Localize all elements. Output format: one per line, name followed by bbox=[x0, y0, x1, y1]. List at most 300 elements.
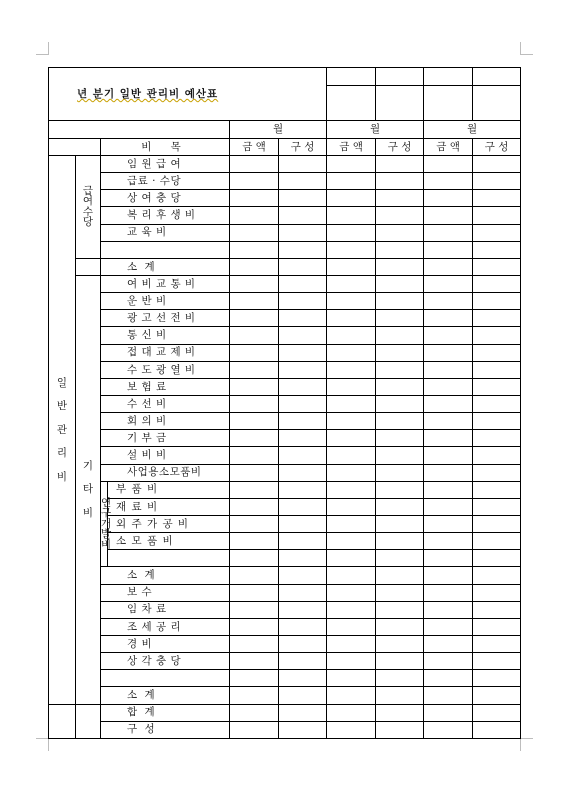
amount-cell[interactable] bbox=[327, 447, 376, 464]
ratio-cell[interactable] bbox=[376, 704, 424, 721]
ratio-cell[interactable] bbox=[473, 310, 521, 327]
amount-cell[interactable] bbox=[230, 533, 279, 550]
ratio-cell[interactable] bbox=[279, 447, 327, 464]
ratio-cell[interactable] bbox=[376, 173, 424, 190]
amount-cell[interactable] bbox=[424, 464, 473, 481]
ratio-cell[interactable] bbox=[376, 378, 424, 395]
crop-mark-bottom-right bbox=[520, 738, 533, 751]
ratio-cell[interactable] bbox=[279, 704, 327, 721]
amount-cell[interactable] bbox=[230, 515, 279, 532]
item-label: 임 원 급 여 bbox=[101, 156, 230, 173]
amount-cell[interactable] bbox=[424, 498, 473, 515]
ratio-cell[interactable] bbox=[473, 156, 521, 173]
ratio-cell[interactable] bbox=[279, 430, 327, 447]
ratio-cell[interactable] bbox=[473, 258, 521, 275]
amount-cell[interactable] bbox=[230, 275, 279, 292]
amount-cell[interactable] bbox=[424, 156, 473, 173]
amount-cell[interactable] bbox=[424, 173, 473, 190]
table-row bbox=[49, 361, 521, 378]
amount-cell[interactable] bbox=[424, 430, 473, 447]
ratio-cell[interactable] bbox=[376, 635, 424, 652]
amount-cell[interactable] bbox=[230, 207, 279, 224]
amount-cell[interactable] bbox=[327, 173, 376, 190]
ratio-cell[interactable] bbox=[376, 224, 424, 241]
table-row bbox=[49, 601, 521, 618]
table-row bbox=[49, 687, 521, 704]
item-label: 수 도 광 열 비 bbox=[101, 361, 230, 378]
total-blank bbox=[49, 704, 76, 738]
month-header: 월 bbox=[327, 121, 424, 139]
approval-box[interactable] bbox=[376, 68, 424, 86]
ratio-cell[interactable] bbox=[279, 224, 327, 241]
other-group-label-char: 기 bbox=[82, 459, 94, 472]
ratio-cell[interactable] bbox=[279, 550, 327, 567]
amount-cell[interactable] bbox=[424, 413, 473, 430]
amount-cell[interactable] bbox=[327, 635, 376, 652]
ratio-cell[interactable] bbox=[473, 464, 521, 481]
item-column-header: 비 목 bbox=[101, 139, 230, 156]
amount-cell[interactable] bbox=[327, 721, 376, 738]
amount-cell[interactable] bbox=[230, 704, 279, 721]
amount-cell[interactable] bbox=[327, 275, 376, 292]
amount-cell[interactable] bbox=[327, 344, 376, 361]
page-title bbox=[49, 68, 327, 121]
table-row bbox=[49, 275, 521, 292]
ratio-cell[interactable] bbox=[279, 327, 327, 344]
ratio-cell[interactable] bbox=[473, 533, 521, 550]
amount-cell[interactable] bbox=[424, 653, 473, 670]
amount-cell[interactable] bbox=[327, 533, 376, 550]
amount-cell[interactable] bbox=[424, 601, 473, 618]
amount-cell[interactable] bbox=[230, 670, 279, 687]
amount-cell[interactable] bbox=[424, 190, 473, 207]
amount-cell[interactable] bbox=[424, 670, 473, 687]
amount-cell[interactable] bbox=[230, 618, 279, 635]
amount-cell[interactable] bbox=[230, 378, 279, 395]
ratio-cell[interactable] bbox=[376, 207, 424, 224]
table-row bbox=[49, 533, 521, 550]
main-category-label-char: 반 bbox=[56, 400, 68, 412]
amount-cell[interactable] bbox=[424, 378, 473, 395]
amount-cell[interactable] bbox=[424, 721, 473, 738]
ratio-cell[interactable] bbox=[376, 241, 424, 258]
ratio-cell[interactable] bbox=[376, 601, 424, 618]
amount-cell[interactable] bbox=[230, 224, 279, 241]
group-blank bbox=[76, 258, 101, 275]
item-label: 상 여 충 당 bbox=[101, 190, 230, 207]
item-label: 교 육 비 bbox=[101, 224, 230, 241]
ratio-cell[interactable] bbox=[376, 653, 424, 670]
ratio-cell[interactable] bbox=[279, 173, 327, 190]
ratio-cell[interactable] bbox=[473, 413, 521, 430]
table-row bbox=[49, 156, 521, 173]
table-row bbox=[49, 327, 521, 344]
amount-cell[interactable] bbox=[327, 567, 376, 584]
item-label: 부 품 비 bbox=[108, 481, 230, 498]
amount-cell[interactable] bbox=[424, 258, 473, 275]
ratio-cell[interactable] bbox=[376, 567, 424, 584]
item-label: 외 주 가 공 비 bbox=[108, 515, 230, 532]
ratio-cell[interactable] bbox=[279, 584, 327, 601]
ratio-cell[interactable] bbox=[376, 293, 424, 310]
amount-cell[interactable] bbox=[424, 310, 473, 327]
amount-cell[interactable] bbox=[327, 156, 376, 173]
amount-cell[interactable] bbox=[424, 344, 473, 361]
ratio-cell[interactable] bbox=[473, 550, 521, 567]
amount-cell[interactable] bbox=[327, 190, 376, 207]
other-group-label-char: 타 bbox=[82, 483, 94, 496]
amount-cell[interactable] bbox=[230, 498, 279, 515]
ratio-cell[interactable] bbox=[279, 464, 327, 481]
ratio-cell[interactable] bbox=[279, 258, 327, 275]
ratio-cell[interactable] bbox=[279, 293, 327, 310]
amount-cell[interactable] bbox=[327, 430, 376, 447]
ratio-cell[interactable] bbox=[279, 481, 327, 498]
amount-cell[interactable] bbox=[230, 361, 279, 378]
ratio-cell[interactable] bbox=[473, 173, 521, 190]
ratio-cell[interactable] bbox=[376, 275, 424, 292]
amount-cell[interactable] bbox=[327, 258, 376, 275]
item-label: 경 비 bbox=[101, 635, 230, 652]
ratio-cell[interactable] bbox=[376, 327, 424, 344]
item-label bbox=[101, 670, 230, 687]
amount-cell[interactable] bbox=[230, 395, 279, 412]
ratio-cell[interactable] bbox=[376, 447, 424, 464]
amount-cell[interactable] bbox=[230, 481, 279, 498]
amount-cell[interactable] bbox=[327, 224, 376, 241]
amount-cell[interactable] bbox=[327, 310, 376, 327]
ratio-cell[interactable] bbox=[279, 601, 327, 618]
approval-box[interactable] bbox=[327, 86, 376, 121]
amount-cell[interactable] bbox=[424, 533, 473, 550]
amount-cell[interactable] bbox=[327, 395, 376, 412]
amount-cell[interactable] bbox=[327, 601, 376, 618]
approval-box[interactable] bbox=[376, 86, 424, 121]
ratio-cell[interactable] bbox=[279, 361, 327, 378]
amount-cell[interactable] bbox=[327, 207, 376, 224]
item-label: 설 비 비 bbox=[101, 447, 230, 464]
amount-cell[interactable] bbox=[230, 653, 279, 670]
amount-cell[interactable] bbox=[230, 550, 279, 567]
amount-cell[interactable] bbox=[230, 310, 279, 327]
item-label: 사업용소모품비 bbox=[101, 464, 230, 481]
amount-cell[interactable] bbox=[230, 447, 279, 464]
amount-cell[interactable] bbox=[424, 618, 473, 635]
ratio-cell[interactable] bbox=[279, 378, 327, 395]
ratio-cell[interactable] bbox=[279, 207, 327, 224]
amount-cell[interactable] bbox=[424, 704, 473, 721]
ratio-cell[interactable] bbox=[473, 687, 521, 704]
amount-cell[interactable] bbox=[424, 567, 473, 584]
ratio-cell[interactable] bbox=[473, 224, 521, 241]
amount-cell[interactable] bbox=[230, 173, 279, 190]
amount-cell[interactable] bbox=[424, 327, 473, 344]
amount-cell[interactable] bbox=[230, 601, 279, 618]
total-label: 구 성 bbox=[101, 721, 230, 738]
ratio-cell[interactable] bbox=[376, 687, 424, 704]
amount-cell[interactable] bbox=[327, 241, 376, 258]
salary-group-label bbox=[76, 156, 101, 259]
amount-cell[interactable] bbox=[327, 327, 376, 344]
amount-cell[interactable] bbox=[230, 687, 279, 704]
item-label: 상 각 충 당 bbox=[101, 653, 230, 670]
budget-table bbox=[48, 67, 521, 739]
ratio-cell[interactable] bbox=[376, 361, 424, 378]
amount-cell[interactable] bbox=[230, 293, 279, 310]
amount-cell[interactable] bbox=[424, 515, 473, 532]
ratio-cell[interactable] bbox=[473, 498, 521, 515]
ratio-header: 구 성 bbox=[473, 139, 521, 156]
item-label: 수 선 비 bbox=[101, 395, 230, 412]
ratio-cell[interactable] bbox=[376, 498, 424, 515]
ratio-cell[interactable] bbox=[376, 550, 424, 567]
ratio-cell[interactable] bbox=[473, 515, 521, 532]
amount-cell[interactable] bbox=[424, 687, 473, 704]
salary-group-label-char: 당 bbox=[82, 216, 94, 229]
amount-cell[interactable] bbox=[327, 584, 376, 601]
ratio-cell[interactable] bbox=[279, 533, 327, 550]
amount-cell[interactable] bbox=[327, 653, 376, 670]
amount-cell[interactable] bbox=[230, 464, 279, 481]
item-label: 복 리 후 생 비 bbox=[101, 207, 230, 224]
crop-mark-top-left bbox=[36, 42, 49, 55]
table-row bbox=[49, 224, 521, 241]
item-label: 운 반 비 bbox=[101, 293, 230, 310]
ratio-cell[interactable] bbox=[376, 258, 424, 275]
salary-group-label-char: 급 bbox=[82, 184, 94, 197]
amount-cell[interactable] bbox=[327, 670, 376, 687]
ratio-cell[interactable] bbox=[376, 430, 424, 447]
approval-box[interactable] bbox=[424, 68, 473, 86]
table-row bbox=[49, 378, 521, 395]
ratio-cell[interactable] bbox=[473, 207, 521, 224]
approval-box[interactable] bbox=[327, 68, 376, 86]
amount-cell[interactable] bbox=[230, 721, 279, 738]
ratio-cell[interactable] bbox=[279, 670, 327, 687]
ratio-cell[interactable] bbox=[279, 721, 327, 738]
amount-cell[interactable] bbox=[230, 327, 279, 344]
salary-group-label-char: 여 bbox=[82, 195, 94, 208]
ratio-cell[interactable] bbox=[279, 653, 327, 670]
amount-cell[interactable] bbox=[327, 378, 376, 395]
ratio-cell[interactable] bbox=[473, 447, 521, 464]
amount-cell[interactable] bbox=[327, 550, 376, 567]
amount-cell[interactable] bbox=[230, 241, 279, 258]
item-label: 보 험 료 bbox=[101, 378, 230, 395]
ratio-cell[interactable] bbox=[376, 721, 424, 738]
amount-cell[interactable] bbox=[327, 293, 376, 310]
research-dev-label-char: 구 bbox=[101, 507, 112, 520]
amount-header: 금 액 bbox=[424, 139, 473, 156]
approval-box[interactable] bbox=[473, 86, 521, 121]
amount-cell[interactable] bbox=[424, 361, 473, 378]
amount-cell[interactable] bbox=[327, 498, 376, 515]
ratio-cell[interactable] bbox=[473, 395, 521, 412]
ratio-header: 구 성 bbox=[376, 139, 424, 156]
ratio-cell[interactable] bbox=[279, 275, 327, 292]
ratio-cell[interactable] bbox=[473, 361, 521, 378]
table-row bbox=[49, 515, 521, 532]
amount-cell[interactable] bbox=[327, 361, 376, 378]
ratio-cell[interactable] bbox=[376, 310, 424, 327]
table-row bbox=[49, 618, 521, 635]
amount-cell[interactable] bbox=[424, 635, 473, 652]
ratio-cell[interactable] bbox=[376, 670, 424, 687]
item-label: 통 신 비 bbox=[101, 327, 230, 344]
research-dev-label-char: 개 bbox=[101, 517, 112, 530]
amount-cell[interactable] bbox=[230, 430, 279, 447]
ratio-cell[interactable] bbox=[473, 430, 521, 447]
main-category-label-char: 일 bbox=[56, 376, 68, 389]
item-label bbox=[108, 550, 230, 567]
ratio-cell[interactable] bbox=[473, 327, 521, 344]
table-row bbox=[49, 430, 521, 447]
main-category-label-char: 리 bbox=[56, 447, 68, 459]
amount-cell[interactable] bbox=[327, 687, 376, 704]
amount-cell[interactable] bbox=[230, 413, 279, 430]
ratio-cell[interactable] bbox=[279, 567, 327, 584]
ratio-cell[interactable] bbox=[279, 344, 327, 361]
ratio-cell[interactable] bbox=[376, 618, 424, 635]
ratio-cell[interactable] bbox=[473, 378, 521, 395]
research-dev-label-char: 비 bbox=[101, 538, 112, 551]
table-row bbox=[49, 704, 521, 721]
amount-cell[interactable] bbox=[424, 241, 473, 258]
ratio-cell[interactable] bbox=[376, 344, 424, 361]
amount-cell[interactable] bbox=[424, 395, 473, 412]
ratio-cell[interactable] bbox=[279, 310, 327, 327]
amount-header: 금 액 bbox=[230, 139, 279, 156]
ratio-cell[interactable] bbox=[376, 584, 424, 601]
ratio-cell[interactable] bbox=[376, 395, 424, 412]
item-label: 임 차 료 bbox=[101, 601, 230, 618]
amount-cell[interactable] bbox=[424, 207, 473, 224]
ratio-cell[interactable] bbox=[279, 241, 327, 258]
table-row bbox=[49, 481, 521, 498]
table-row bbox=[49, 258, 521, 275]
total-blank bbox=[76, 704, 101, 738]
main-category-label-char: 비 bbox=[56, 470, 68, 483]
table-row bbox=[49, 498, 521, 515]
ratio-cell[interactable] bbox=[473, 635, 521, 652]
amount-cell[interactable] bbox=[424, 550, 473, 567]
table-row bbox=[49, 464, 521, 481]
ratio-cell[interactable] bbox=[473, 653, 521, 670]
ratio-cell[interactable] bbox=[473, 584, 521, 601]
ratio-cell[interactable] bbox=[473, 567, 521, 584]
table-row bbox=[49, 721, 521, 738]
table-row bbox=[49, 584, 521, 601]
amount-cell[interactable] bbox=[424, 447, 473, 464]
approval-box[interactable] bbox=[424, 86, 473, 121]
ratio-cell[interactable] bbox=[376, 464, 424, 481]
ratio-cell[interactable] bbox=[376, 481, 424, 498]
ratio-cell[interactable] bbox=[473, 704, 521, 721]
ratio-cell[interactable] bbox=[279, 618, 327, 635]
header-blank bbox=[49, 139, 101, 156]
ratio-cell[interactable] bbox=[473, 618, 521, 635]
ratio-cell[interactable] bbox=[376, 190, 424, 207]
ratio-header: 구 성 bbox=[279, 139, 327, 156]
item-label: 여 비 교 통 비 bbox=[101, 275, 230, 292]
ratio-cell[interactable] bbox=[279, 413, 327, 430]
item-label bbox=[101, 241, 230, 258]
table-row bbox=[49, 207, 521, 224]
ratio-cell[interactable] bbox=[473, 481, 521, 498]
ratio-cell[interactable] bbox=[473, 241, 521, 258]
ratio-cell[interactable] bbox=[473, 275, 521, 292]
ratio-cell[interactable] bbox=[376, 533, 424, 550]
amount-cell[interactable] bbox=[424, 293, 473, 310]
ratio-cell[interactable] bbox=[376, 413, 424, 430]
ratio-cell[interactable] bbox=[279, 515, 327, 532]
title-text: 년 분기 일반 관리비 예산표 bbox=[77, 87, 219, 100]
amount-cell[interactable] bbox=[230, 156, 279, 173]
ratio-cell[interactable] bbox=[473, 344, 521, 361]
amount-cell[interactable] bbox=[327, 464, 376, 481]
amount-cell[interactable] bbox=[230, 584, 279, 601]
item-label: 기 부 금 bbox=[101, 430, 230, 447]
table-row bbox=[49, 653, 521, 670]
ratio-cell[interactable] bbox=[473, 190, 521, 207]
item-label: 광 고 선 전 비 bbox=[101, 310, 230, 327]
ratio-cell[interactable] bbox=[279, 395, 327, 412]
month-header: 월 bbox=[230, 121, 327, 139]
amount-cell[interactable] bbox=[230, 635, 279, 652]
amount-cell[interactable] bbox=[230, 258, 279, 275]
approval-box[interactable] bbox=[473, 68, 521, 86]
ratio-cell[interactable] bbox=[279, 687, 327, 704]
item-label: 접 대 교 제 비 bbox=[101, 344, 230, 361]
ratio-cell[interactable] bbox=[279, 156, 327, 173]
item-label: 소 계 bbox=[101, 567, 230, 584]
table-row bbox=[49, 635, 521, 652]
amount-cell[interactable] bbox=[327, 704, 376, 721]
amount-cell[interactable] bbox=[327, 618, 376, 635]
table-row bbox=[49, 293, 521, 310]
ratio-cell[interactable] bbox=[376, 515, 424, 532]
amount-cell[interactable] bbox=[230, 567, 279, 584]
ratio-cell[interactable] bbox=[473, 721, 521, 738]
amount-cell[interactable] bbox=[424, 224, 473, 241]
amount-cell[interactable] bbox=[327, 413, 376, 430]
item-label: 조 세 공 리 bbox=[101, 618, 230, 635]
amount-cell[interactable] bbox=[230, 344, 279, 361]
amount-cell[interactable] bbox=[424, 481, 473, 498]
item-label: 소 모 품 비 bbox=[108, 533, 230, 550]
amount-cell[interactable] bbox=[327, 515, 376, 532]
amount-cell[interactable] bbox=[424, 584, 473, 601]
table-row bbox=[49, 190, 521, 207]
amount-cell[interactable] bbox=[327, 481, 376, 498]
header-blank bbox=[49, 121, 230, 139]
salary-group-label-char: 수 bbox=[82, 205, 94, 218]
table-row bbox=[49, 567, 521, 584]
item-label: 급료 · 수당 bbox=[101, 173, 230, 190]
ratio-cell[interactable] bbox=[279, 498, 327, 515]
ratio-cell[interactable] bbox=[279, 190, 327, 207]
amount-cell[interactable] bbox=[230, 190, 279, 207]
ratio-cell[interactable] bbox=[473, 293, 521, 310]
item-label: 보 수 bbox=[101, 584, 230, 601]
amount-cell[interactable] bbox=[424, 275, 473, 292]
ratio-cell[interactable] bbox=[376, 156, 424, 173]
ratio-cell[interactable] bbox=[279, 635, 327, 652]
research-dev-label-char: 발 bbox=[101, 528, 112, 541]
table-row bbox=[49, 241, 521, 258]
ratio-cell[interactable] bbox=[473, 670, 521, 687]
ratio-cell[interactable] bbox=[473, 601, 521, 618]
